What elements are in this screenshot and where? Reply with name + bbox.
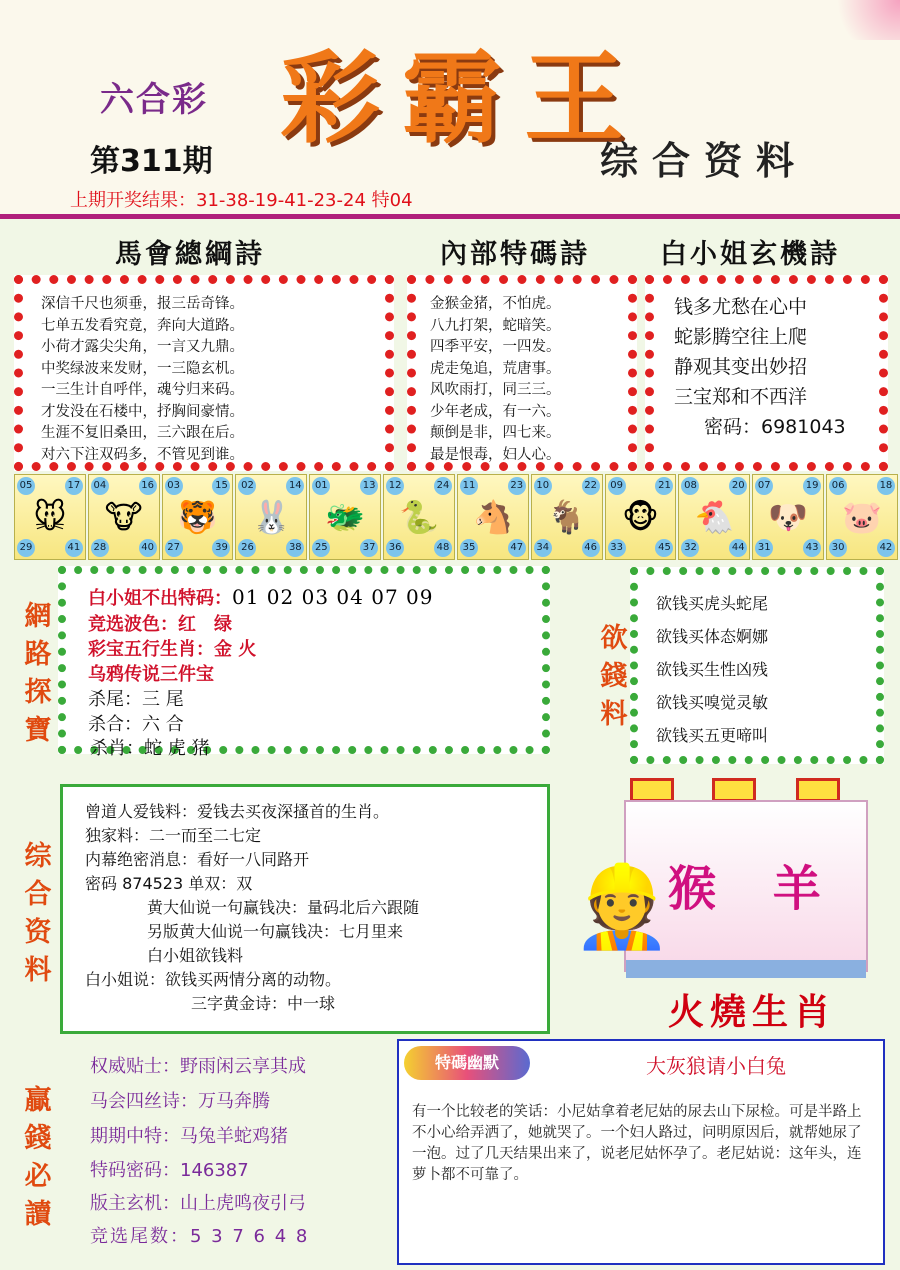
zodiac-animal-icon: 🐍 xyxy=(399,498,439,536)
joke-title: 大灰狼请小白兔 xyxy=(646,1054,786,1078)
composite-line: 三字黄金诗：中一球 xyxy=(191,994,336,1013)
zodiac-number: 07 xyxy=(755,477,773,495)
poem-line: 虎走兔追，荒唐事。 xyxy=(430,360,561,377)
yu-qian-line: 欲钱买嗅觉灵敏 xyxy=(656,693,769,712)
label-yu-qian: 欲錢料 xyxy=(600,623,628,730)
zodiac-cell xyxy=(235,474,307,560)
painting-base xyxy=(626,960,866,978)
poem-line: 静观其变出妙招 xyxy=(674,356,808,378)
composite-line: 内幕绝密消息：看好一八同路开 xyxy=(85,850,310,869)
zodiac-number: 47 xyxy=(508,539,526,557)
label-network: 網路探寶 xyxy=(24,601,52,746)
zodiac-cell xyxy=(162,474,234,560)
zodiac-animal-icon: 🐭 xyxy=(33,498,67,536)
zodiac-number: 12 xyxy=(386,477,404,495)
tip-wuxing: 彩宝五行生肖：金 火 xyxy=(88,639,257,660)
poem-line: 三宝郑和不西洋 xyxy=(674,386,808,408)
zodiac-number: 18 xyxy=(877,477,895,495)
lantern xyxy=(712,778,756,802)
zodiac-cell xyxy=(309,474,381,560)
poem-title-nei-bu: 內部特碼詩 xyxy=(440,239,590,270)
zodiac-number: 32 xyxy=(681,539,699,557)
zodiac-number: 13 xyxy=(360,477,378,495)
zodiac-number: 05 xyxy=(17,477,35,495)
poem-lines-nei-bu xyxy=(430,294,561,466)
zodiac-cell xyxy=(752,474,824,560)
zodiac-number: 39 xyxy=(212,539,230,557)
zodiac-animal-icon: 🐮 xyxy=(104,498,143,536)
zodiac-number: 44 xyxy=(729,539,747,557)
poem-line: 一三生计自呼伴，魂兮归来码。 xyxy=(41,382,244,398)
zodiac-number: 28 xyxy=(91,539,109,557)
zodiac-number: 02 xyxy=(238,477,256,495)
zodiac-number: 30 xyxy=(829,539,847,557)
composite-line: 独家料：二一而至二七定 xyxy=(85,826,262,845)
painting-text: 猴 羊 xyxy=(668,861,841,917)
composite-line: 黄大仙说一句赢钱决：量码北后六跟随 xyxy=(147,898,420,917)
zodiac-number: 19 xyxy=(803,477,821,495)
poem-lines-ma-hui xyxy=(41,294,244,466)
zodiac-animal-icon: 🐲 xyxy=(325,498,366,536)
zodiac-number: 26 xyxy=(238,539,256,557)
win-line: 马会四丝诗：万马奔腾 xyxy=(90,1091,270,1112)
bu-chu-numbers: 01 02 03 04 07 09 xyxy=(232,585,434,609)
zodiac-cell xyxy=(531,474,603,560)
tip-bu-chu: 白小姐不出特码：01 02 03 04 07 09 xyxy=(88,585,434,609)
win-line: 期期中特：马兔羊蛇鸡猪 xyxy=(90,1126,288,1147)
poem-title-ma-hui: 馬會總綱詩 xyxy=(115,239,265,270)
poem-line: 深信千尺也须垂，报三岳奇锋。 xyxy=(41,296,244,312)
tip-crow: 乌鸦传说三件宝 xyxy=(88,664,214,685)
poem-line: 生涯不复旧桑田，三六跟在后。 xyxy=(41,425,244,441)
zodiac-animal-icon: 🐵 xyxy=(622,498,660,536)
yu-qian-line: 欲钱买体态婀娜 xyxy=(656,627,769,646)
win-line: 竞选尾数：5 3 7 6 4 8 xyxy=(90,1226,310,1247)
yu-qian-line: 欲钱买五更啼叫 xyxy=(656,726,769,745)
zodiac-animal-icon: 🐯 xyxy=(177,498,218,536)
label-composite: 综合资料 xyxy=(24,841,52,986)
poem-line: 四季平安，一四发。 xyxy=(430,339,561,355)
zodiac-number: 46 xyxy=(582,539,600,557)
composite-line: 白小姐欲钱料 xyxy=(147,946,244,965)
zodiac-cell xyxy=(383,474,455,560)
network-tips-box xyxy=(58,566,550,759)
composite-line: 白小姐说：欲钱买两情分离的动物。 xyxy=(85,970,342,989)
zodiac-number: 29 xyxy=(17,539,35,557)
lantern xyxy=(630,778,674,802)
joke-tag: 特碼幽默 xyxy=(404,1046,530,1080)
poem-line: 小荷才露尖尖角，一言又九鼎。 xyxy=(41,339,244,355)
zodiac-number: 38 xyxy=(286,539,304,557)
zodiac-number: 17 xyxy=(65,477,83,495)
tip-sha-he: 杀合：六 合 xyxy=(88,714,184,735)
zodiac-number: 08 xyxy=(681,477,699,495)
zodiac-animal-icon: 🐶 xyxy=(768,498,809,536)
win-line: 特码密码：146387 xyxy=(90,1160,249,1181)
zodiac-number: 31 xyxy=(755,539,773,557)
zodiac-number: 42 xyxy=(877,539,895,557)
composite-line: 另版黄大仙说一句赢钱决：七月里来 xyxy=(147,922,404,941)
zodiac-number: 20 xyxy=(729,477,747,495)
zodiac-number: 27 xyxy=(165,539,183,557)
last-result: 上期开奖结果：31-38-19-41-23-24 特04 xyxy=(70,190,413,211)
poem-line: 少年老成，有一六。 xyxy=(430,403,561,420)
zodiac-number: 23 xyxy=(508,477,526,495)
brand-title: 彩霸王 xyxy=(280,39,646,157)
poem-line: 八九打架，蛇暗笑。 xyxy=(430,317,561,334)
brand-subtitle: 综合资料 xyxy=(600,139,809,183)
zodiac-number: 37 xyxy=(360,539,378,557)
poem-line: 才发没在石楼中，抒胸间豪情。 xyxy=(41,403,244,420)
zodiac-number: 25 xyxy=(312,539,330,557)
poem-line: 风吹雨打，同三三。 xyxy=(430,382,561,398)
zodiac-number: 04 xyxy=(91,477,109,495)
label-win: 贏錢必讀 xyxy=(24,1085,52,1230)
zodiac-animal-icon: 🐰 xyxy=(251,498,292,536)
poem-box-nei-bu xyxy=(407,275,637,471)
issue-number: 第311期 xyxy=(90,144,213,179)
zodiac-animal-icon: 🐷 xyxy=(842,498,882,536)
composite-box xyxy=(60,784,550,1034)
tip-sha-xiao: 杀肖：蛇 虎 猪 xyxy=(90,738,210,759)
zodiac-number: 48 xyxy=(434,539,452,557)
yu-qian-line: 欲钱买虎头蛇尾 xyxy=(656,594,769,613)
zodiac-number: 14 xyxy=(286,477,304,495)
zodiac-cell xyxy=(457,474,529,560)
zodiac-strip xyxy=(14,474,900,560)
zodiac-number: 21 xyxy=(655,477,673,495)
zodiac-number: 01 xyxy=(312,477,330,495)
zodiac-cell xyxy=(14,474,86,560)
zodiac-number: 34 xyxy=(534,539,552,557)
zodiac-number: 16 xyxy=(139,477,157,495)
zodiac-number: 10 xyxy=(534,477,552,495)
poem-line: 中奖绿波来发财，一三隐玄机。 xyxy=(41,360,244,377)
zodiac-cell xyxy=(826,474,898,560)
zodiac-number: 36 xyxy=(386,539,404,557)
painting-caption: 火燒生肖 xyxy=(668,991,837,1033)
poem-lines-bai-xiaojie xyxy=(674,292,846,442)
yu-qian-box xyxy=(630,567,884,764)
poem-title-bai-xiaojie: 白小姐玄機詩 xyxy=(660,239,840,270)
tip-wave: 竞选波色：红 绿 xyxy=(88,614,232,635)
win-line: 版主玄机：山上虎鸣夜引弓 xyxy=(90,1193,306,1214)
poem-line: 对六下注双码多，不管见到谁。 xyxy=(41,446,244,463)
brand-small: 六合彩 xyxy=(100,80,208,120)
zodiac-number: 43 xyxy=(803,539,821,557)
poem-box-bai-xiaojie xyxy=(645,275,888,471)
header-divider xyxy=(0,214,900,219)
zodiac-animal-icon: 🐔 xyxy=(694,498,735,536)
poem-password: 密码：6981043 xyxy=(704,416,846,438)
win-line: 权威贴士：野雨闲云享其成 xyxy=(90,1056,306,1077)
poem-line: 蛇影腾空往上爬 xyxy=(674,326,808,348)
corner-glow xyxy=(820,0,900,40)
zodiac-number: 45 xyxy=(655,539,673,557)
zodiac-number: 09 xyxy=(608,477,626,495)
zodiac-cell xyxy=(678,474,750,560)
zodiac-number: 15 xyxy=(212,477,230,495)
poem-line: 七单五发看究竟，奔向大道路。 xyxy=(41,317,244,334)
poem-line: 颠倒是非，四七来。 xyxy=(430,425,561,441)
composite-line: 密码 874523 单双：双 xyxy=(85,874,253,893)
zodiac-cell xyxy=(88,474,160,560)
poem-line: 金猴金猪，不怕虎。 xyxy=(430,296,561,312)
poem-box-ma-hui xyxy=(14,275,394,471)
zodiac-number: 24 xyxy=(434,477,452,495)
zodiac-number: 40 xyxy=(139,539,157,557)
zodiac-number: 41 xyxy=(65,539,83,557)
zodiac-number: 06 xyxy=(829,477,847,495)
zodiac-number: 22 xyxy=(582,477,600,495)
yu-qian-line: 欲钱买生性凶残 xyxy=(656,660,769,679)
tip-sha-wei: 杀尾：三 尾 xyxy=(88,689,184,710)
poem-line: 钱多尤愁在心中 xyxy=(674,296,808,318)
zodiac-animal-icon: 🐴 xyxy=(472,498,513,536)
zodiac-number: 11 xyxy=(460,477,478,495)
composite-line: 曾道人爱钱料：爱钱去买夜深搔首的生肖。 xyxy=(85,802,390,821)
painter-icon: 👷 xyxy=(572,860,672,953)
zodiac-number: 33 xyxy=(608,539,626,557)
lantern xyxy=(796,778,840,802)
zodiac-number: 03 xyxy=(165,477,183,495)
zodiac-cell xyxy=(605,474,677,560)
zodiac-animal-icon: 🐐 xyxy=(546,498,587,536)
poem-line: 最是恨毒，妇人心。 xyxy=(430,446,561,463)
zodiac-number: 35 xyxy=(460,539,478,557)
joke-body: 有一个比较老的笑话：小尼姑拿着老尼姑的尿去山下尿检。可是半路上不小心给弄洒了，她就哭了。一个妇人路过，问明原因后，就帮她尿了一泡。过了几天结果出来了，说老尼姑怀孕了。老尼姑说：这年头，连萝卜都不可靠了。 xyxy=(412,1104,862,1183)
